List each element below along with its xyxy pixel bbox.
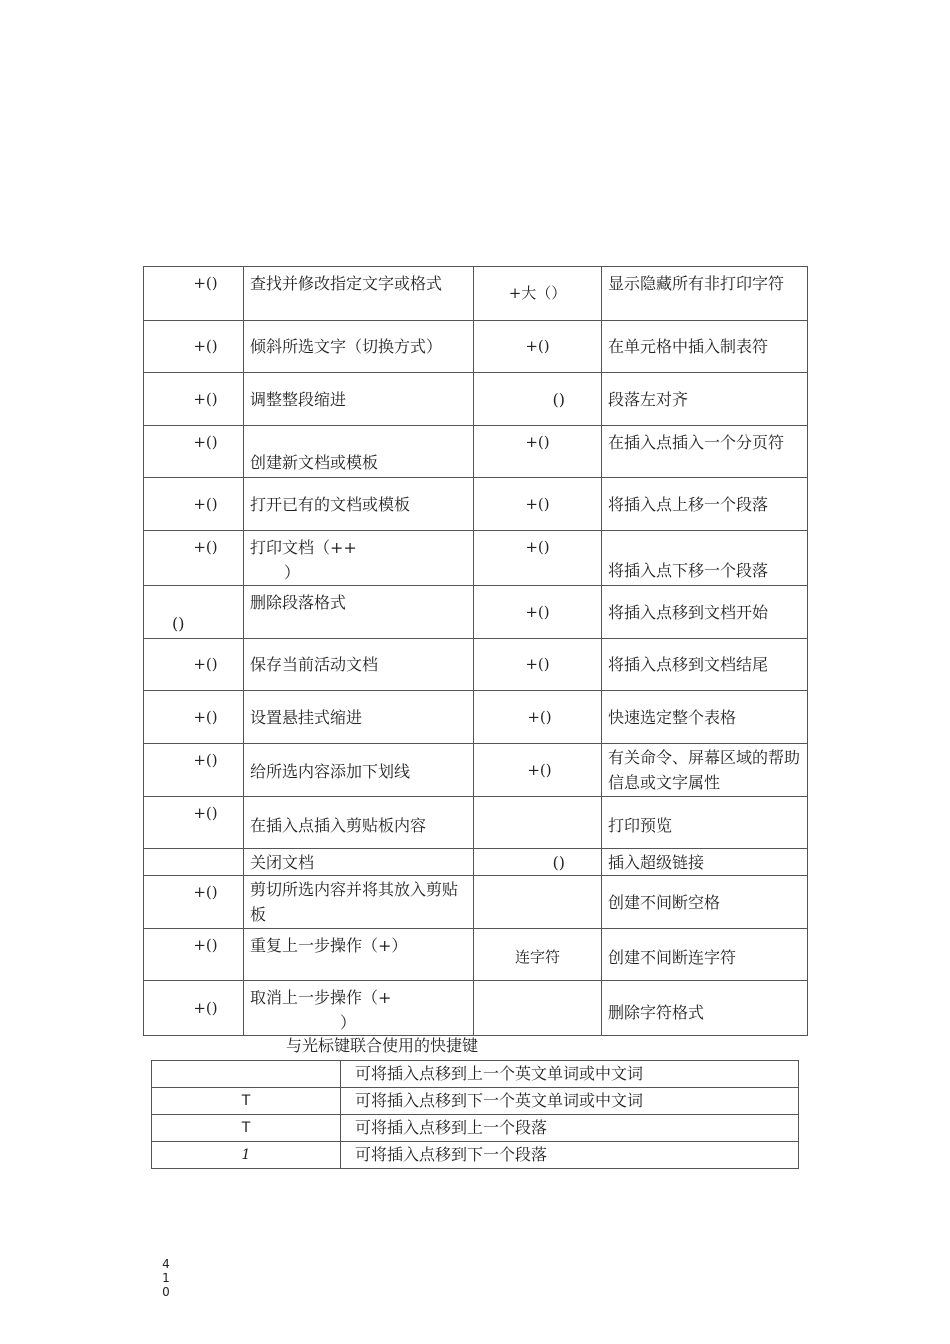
shortcut-key: +(): [144, 639, 244, 691]
table-caption: 与光标键联合使用的快捷键: [286, 1036, 479, 1055]
table-row: [144, 876, 808, 929]
table-row: [144, 478, 808, 531]
description-line: 取消上一步操作（+: [250, 988, 392, 1007]
shortcut-description: 创建不间断空格: [602, 876, 808, 929]
table-row: [152, 1115, 799, 1142]
table-row: [144, 373, 808, 426]
page-number-digit: 1: [162, 1271, 170, 1285]
shortcut-key: +(): [144, 876, 244, 929]
table-row: [152, 1142, 799, 1169]
shortcut-description: 将插入点移到文档开始: [602, 586, 808, 639]
shortcut-description: 插入超级链接: [602, 849, 808, 876]
shortcut-description: 给所选内容添加下划线: [244, 744, 474, 797]
table-row: [144, 797, 808, 849]
table-row: [144, 426, 808, 478]
table-row: [144, 744, 808, 797]
shortcut-key: [474, 981, 602, 1036]
description-line: ）: [340, 1013, 357, 1032]
shortcut-description: [244, 531, 474, 586]
shortcut-key: (): [474, 373, 602, 426]
shortcut-key: +(): [474, 744, 602, 797]
cursor-key: 1: [152, 1142, 341, 1169]
shortcut-key: (): [474, 849, 602, 876]
cursor-description: 可将插入点移到下一个段落: [341, 1142, 799, 1169]
shortcut-description: 将插入点移到文档结尾: [602, 639, 808, 691]
shortcut-description: 关闭文档: [244, 849, 474, 876]
description-line: ）: [284, 563, 301, 582]
shortcut-key: +(): [474, 586, 602, 639]
cursor-key: T: [152, 1088, 341, 1115]
shortcut-description: 删除段落格式: [244, 586, 474, 639]
cursor-key-table: [151, 1060, 799, 1169]
cursor-key: T: [152, 1115, 341, 1142]
shortcut-description: 重复上一步操作（+）: [244, 929, 474, 981]
shortcut-description: 在单元格中插入制表符: [602, 321, 808, 373]
shortcut-key: +(): [144, 321, 244, 373]
shortcut-description: 将插入点上移一个段落: [602, 478, 808, 531]
cursor-description: 可将插入点移到上一个段落: [341, 1115, 799, 1142]
table-row: [144, 691, 808, 744]
shortcut-description: 打开已有的文档或模板: [244, 478, 474, 531]
description-line: 打印文档（++: [250, 538, 357, 557]
shortcut-key: +(): [144, 478, 244, 531]
shortcut-key: +(): [474, 691, 602, 744]
shortcut-key: +(): [144, 744, 244, 797]
shortcut-description: 打印预览: [602, 797, 808, 849]
shortcut-description: 在插入点插入一个分页符: [602, 426, 808, 478]
cursor-key: [152, 1061, 341, 1088]
table-row: [144, 981, 808, 1036]
table-row: [152, 1088, 799, 1115]
shortcut-description: 查找并修改指定文字或格式: [244, 267, 474, 321]
shortcut-description: 创建新文档或模板: [244, 426, 474, 478]
shortcut-key: 连字符: [474, 929, 602, 981]
shortcut-key: +(): [474, 426, 602, 478]
shortcut-key: +大（）: [474, 267, 602, 321]
shortcut-key: +(): [474, 639, 602, 691]
table-row: [144, 849, 808, 876]
page-number-digit: 0: [162, 1285, 170, 1299]
page-number: [160, 1257, 172, 1299]
cursor-description: 可将插入点移到上一个英文单词或中文词: [341, 1061, 799, 1088]
shortcut-description: 在插入点插入剪贴板内容: [244, 797, 474, 849]
shortcut-key: +(): [144, 797, 244, 849]
shortcut-description: 将插入点下移一个段落: [602, 531, 808, 586]
shortcut-key: +(): [144, 929, 244, 981]
shortcut-description: 删除字符格式: [602, 981, 808, 1036]
shortcut-key: +(): [144, 426, 244, 478]
shortcut-key: +(): [144, 691, 244, 744]
shortcut-key: +(): [144, 267, 244, 321]
shortcut-key: +(): [144, 373, 244, 426]
shortcut-key: +(): [474, 478, 602, 531]
shortcut-description: 显示隐藏所有非打印字符: [602, 267, 808, 321]
shortcut-description: 快速选定整个表格: [602, 691, 808, 744]
cursor-description: 可将插入点移到下一个英文单词或中文词: [341, 1088, 799, 1115]
shortcut-key: [474, 797, 602, 849]
table-row: [144, 639, 808, 691]
shortcut-table: [143, 266, 808, 1036]
shortcut-description: 段落左对齐: [602, 373, 808, 426]
table-row: [144, 586, 808, 639]
shortcut-key: [474, 876, 602, 929]
shortcut-key: +(): [144, 981, 244, 1036]
shortcut-key: +(): [144, 531, 244, 586]
shortcut-description: [244, 981, 474, 1036]
shortcut-description: 调整整段缩进: [244, 373, 474, 426]
table-row: [144, 531, 808, 586]
shortcut-description: 倾斜所选文字（切换方式）: [244, 321, 474, 373]
shortcut-key: +(): [474, 531, 602, 586]
shortcut-description: 有关命令、屏幕区域的帮助信息或文字属性: [602, 744, 808, 797]
shortcut-description: 剪切所选内容并将其放入剪贴板: [244, 876, 474, 929]
shortcut-key: [144, 849, 244, 876]
shortcut-description: 设置悬挂式缩进: [244, 691, 474, 744]
shortcut-key: (): [144, 586, 244, 639]
table-row: [144, 321, 808, 373]
page-number-digit: 4: [162, 1257, 170, 1271]
table-row: [152, 1061, 799, 1088]
shortcut-description: 保存当前活动文档: [244, 639, 474, 691]
table-row: [144, 267, 808, 321]
shortcut-key: +(): [474, 321, 602, 373]
shortcut-description: 创建不间断连字符: [602, 929, 808, 981]
table-row: [144, 929, 808, 981]
